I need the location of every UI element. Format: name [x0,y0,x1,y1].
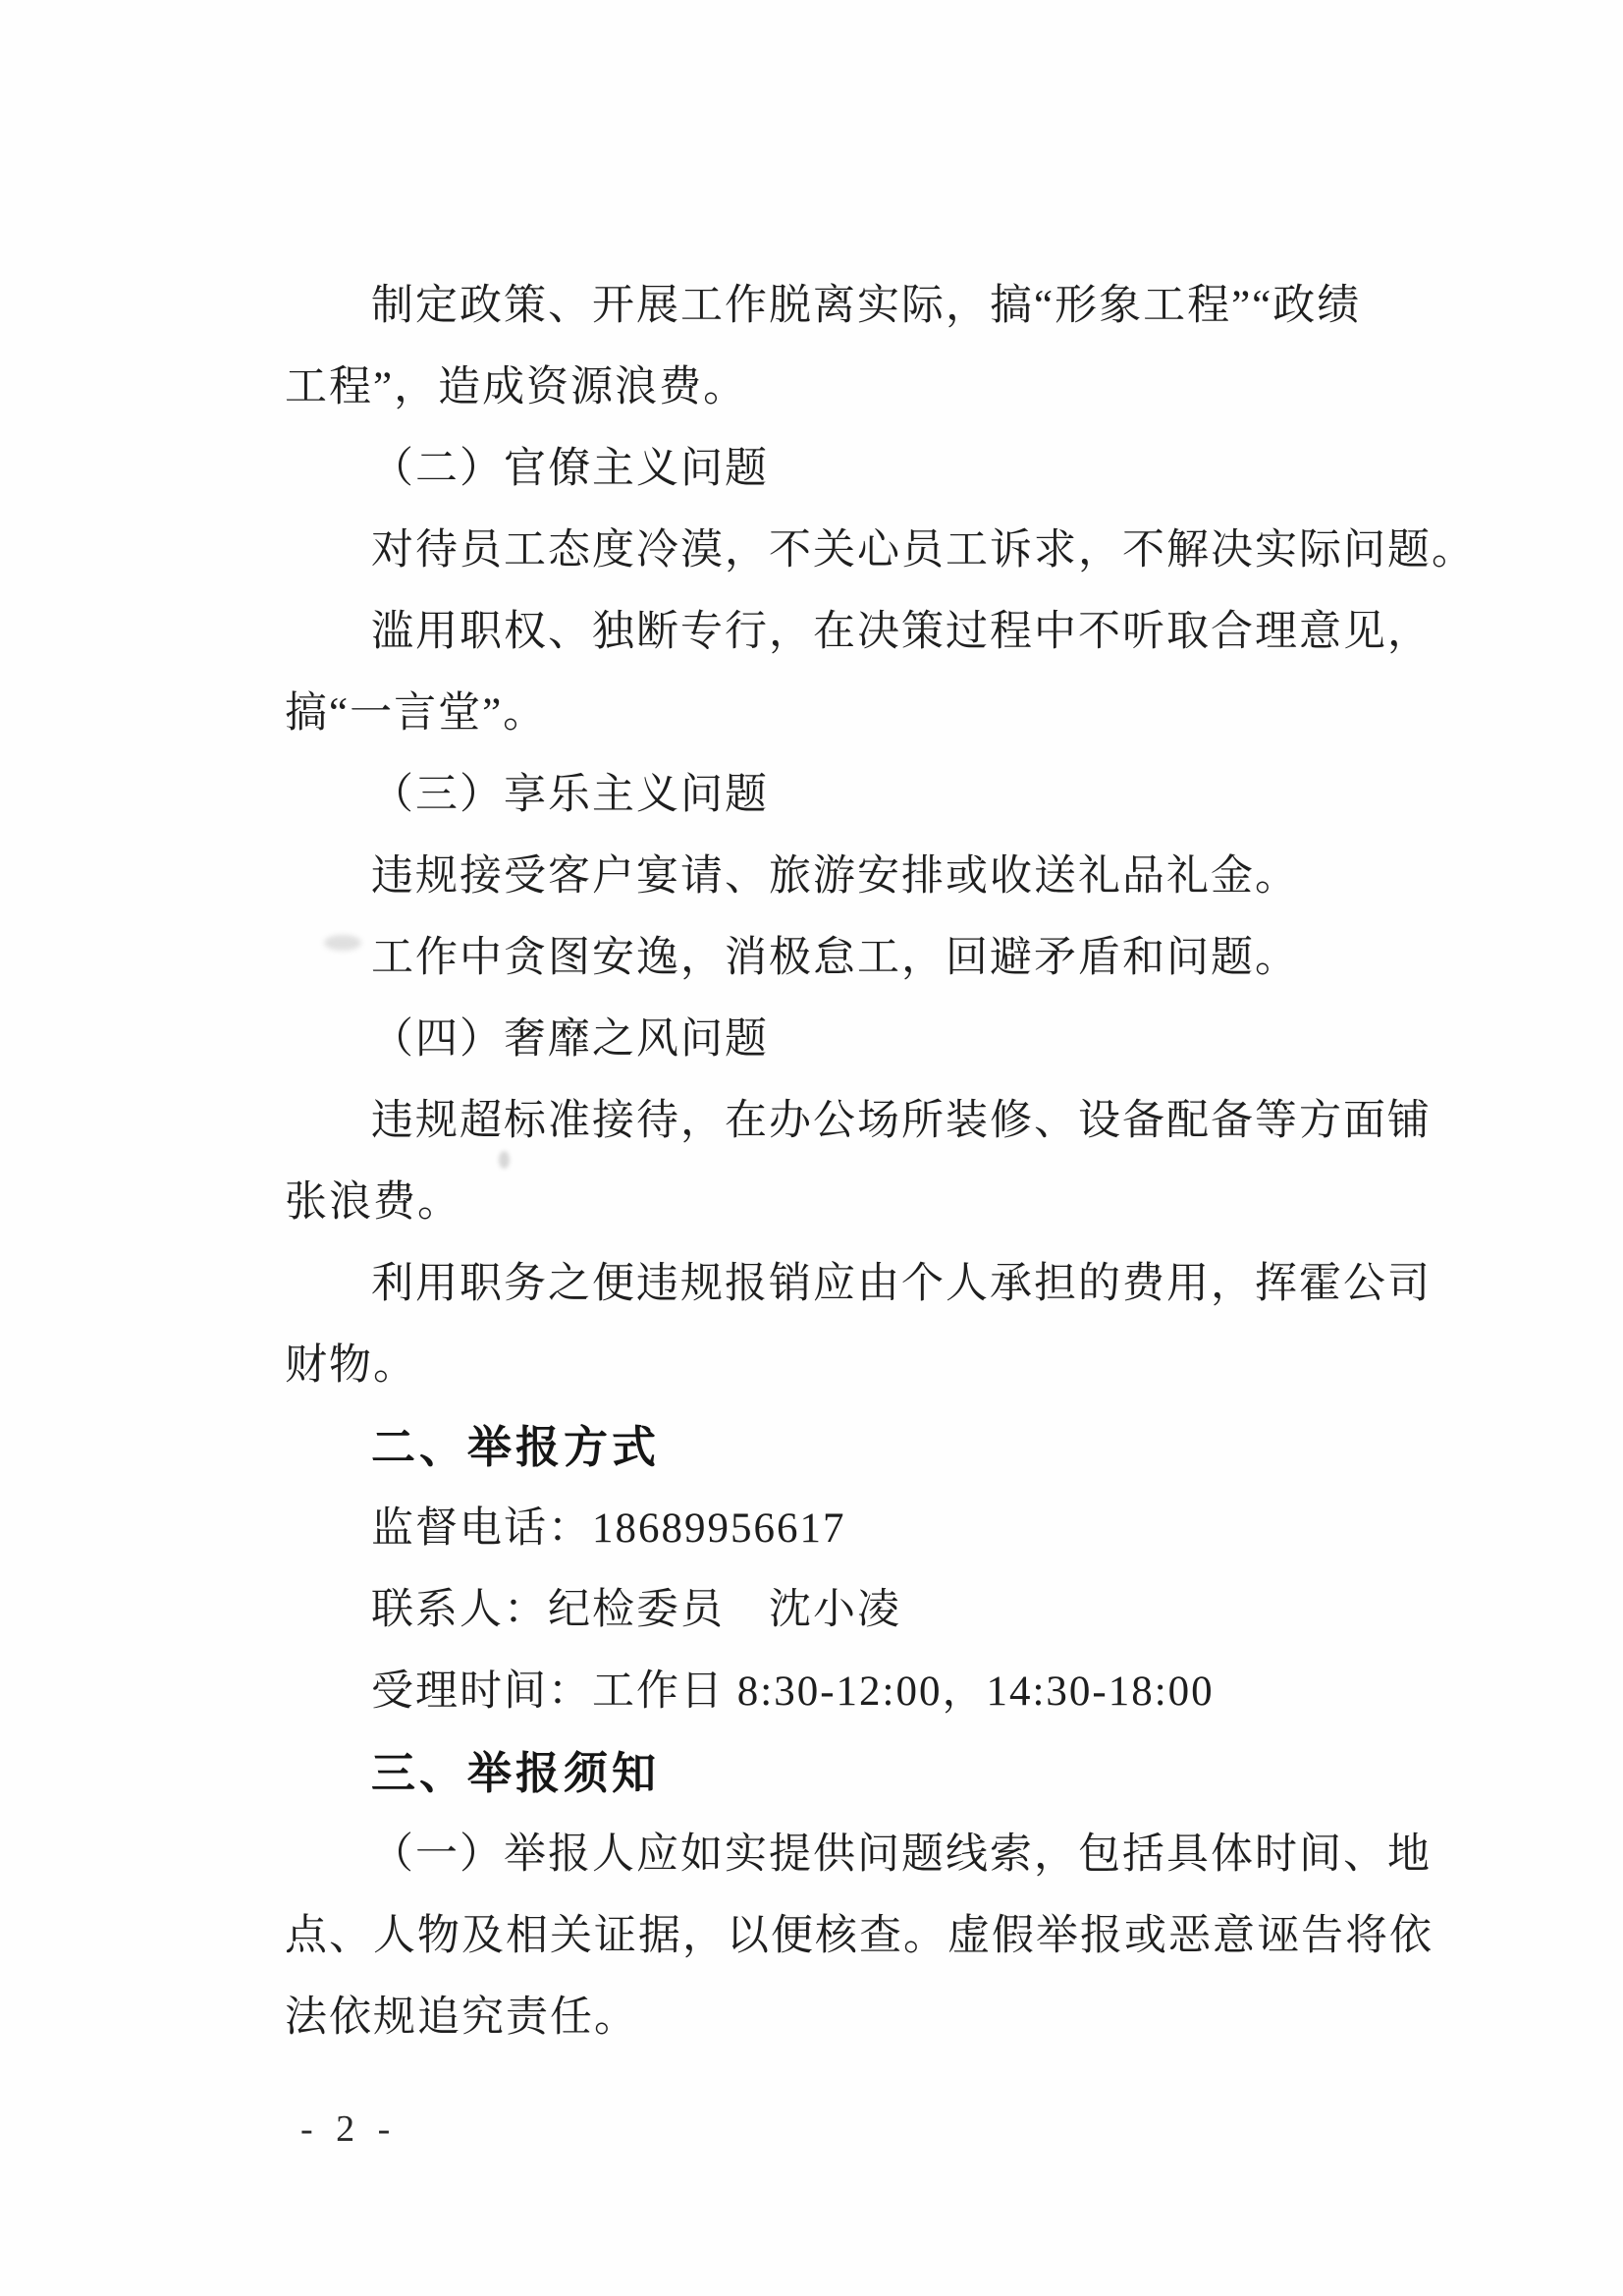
text-line: 制定政策、开展工作脱离实际，搞“形象工程”“政绩 [371,283,1362,329]
text-line: 利用职务之便违规报销应由个人承担的费用，挥霍公司 [371,1261,1432,1307]
page-number: - 2 - [300,2108,398,2150]
text-line: 张浪费。 [285,1179,461,1226]
text-line: 违规接受客户宴请、旅游安排或收送礼品礼金。 [371,853,1299,900]
text-line: （二）官僚主义问题 [371,446,769,492]
text-line: 搞“一言堂”。 [285,690,548,737]
text-line: 受理时间：工作日 8:30-12:00，14:30-18:00 [371,1668,1215,1715]
text-line: 财物。 [285,1342,417,1389]
text-line: （四）奢靡之风问题 [371,1016,769,1063]
text-line: 违规超标准接待，在办公场所装修、设备配备等方面铺 [371,1098,1432,1144]
text-line: 三、举报须知 [371,1748,661,1798]
text-line: 工作中贪图安逸，消极怠工，回避矛盾和问题。 [371,935,1299,981]
text-line: 点、人物及相关证据，以便核查。虚假举报或恶意诬告将依 [285,1913,1434,1959]
text-line: 工程”，造成资源浪费。 [285,364,748,410]
text-line: 滥用职权、独断专行，在决策过程中不听取合理意见， [371,609,1432,655]
text-line: 联系人：纪检委员 沈小凌 [371,1587,901,1633]
text-line: 对待员工态度冷漠，不关心员工诉求，不解决实际问题。 [371,527,1476,574]
text-line: 监督电话：18689956617 [371,1505,846,1552]
document-body [285,261,1476,2054]
text-line: 法依规追究责任。 [285,1995,638,2041]
text-line: （一）举报人应如实提供问题线索，包括具体时间、地 [371,1831,1432,1878]
text-line: （三）享乐主义问题 [371,772,769,818]
text-line: 二、举报方式 [371,1422,661,1472]
